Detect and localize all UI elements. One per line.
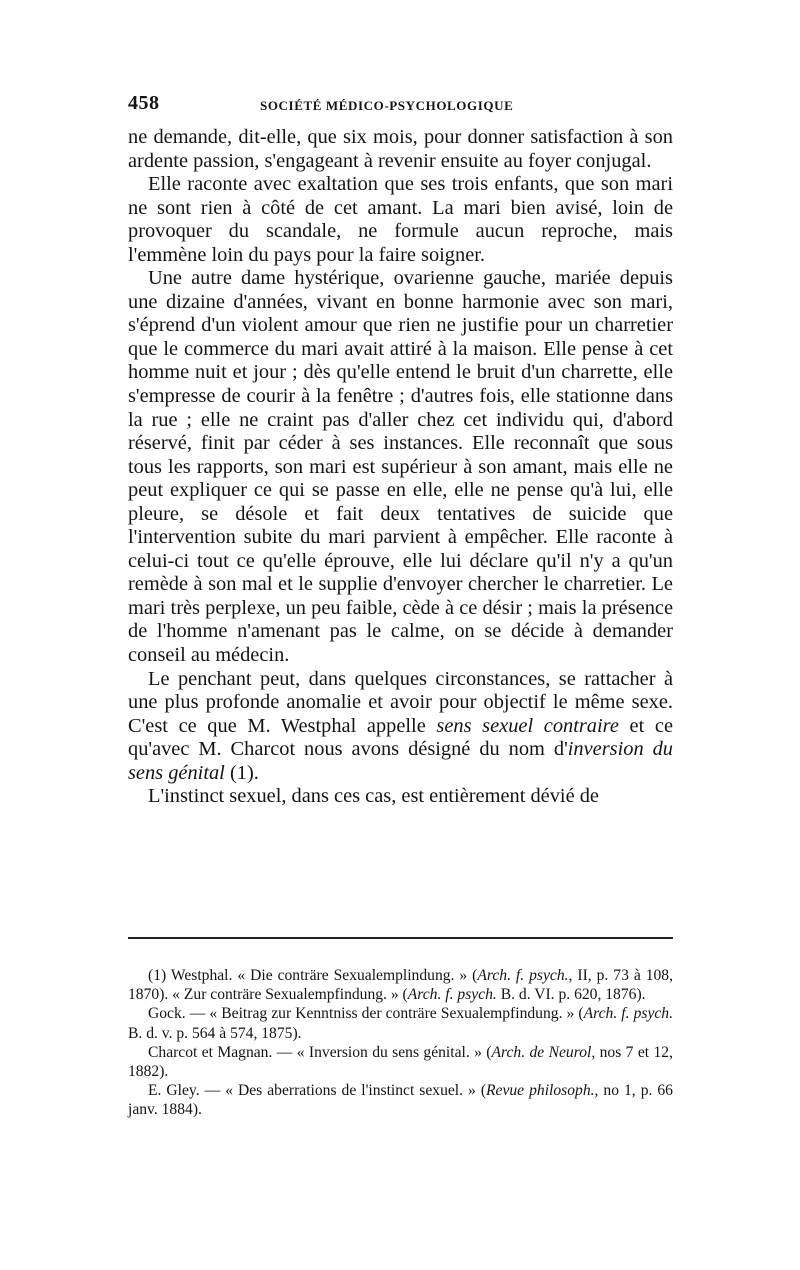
page-header (128, 92, 673, 116)
footnote-text: , II, p. 73 à 108, 1870). « Zur conträre Sexualempfindung. » ( (128, 967, 673, 1004)
footnote-journal: Arch. f. psych. (477, 967, 569, 984)
footnote (128, 1004, 673, 1042)
main-text (128, 126, 673, 809)
footnote-text: Charcot et Magnan. — « Inversion du sens génital. » ( (148, 1043, 492, 1061)
paragraph: Elle raconte avec exaltation que ses trois enfants, que son mari ne sont rien à côté de cet amant. La mari bien avisé, loin de provoquer du scandale, ne formule aucun reproche, mais l'emmène loin du pays pour la faire soigner. (128, 173, 673, 266)
italic-term: sens sexuel contraire (436, 714, 619, 737)
text-run: et ce qu'avec M. Charcot nous avons désigné du nom d' (128, 714, 674, 761)
footnote (128, 966, 673, 1004)
paragraph (128, 668, 673, 786)
footnote-journal: Revue philosoph. (486, 1082, 595, 1100)
running-title: SOCIÉTÉ MÉDICO-PSYCHOLOGIQUE (260, 98, 514, 113)
paragraph: L'instinct sexuel, dans ces cas, est entièrement dévié de (148, 785, 599, 808)
footnotes (128, 966, 673, 1120)
footnote-reference: (1). (224, 761, 259, 784)
footnote (128, 1043, 673, 1081)
footnote-number: (1) (148, 967, 167, 984)
footnote (128, 1081, 673, 1119)
footnote-text: Westphal. « Die conträre Sexualemplindung. » ( (166, 967, 478, 984)
italic-term: inversion du sens génital (128, 738, 673, 784)
footnote-text: nos 7 et 12, 1882). (128, 1043, 673, 1081)
paragraph: Une autre dame hystérique, ovarienne gauche, mariée depuis une dizaine d'années, vivant en bonne harmonie avec son mari, s'éprend d'un violent amour que rien ne justifie pour un charretier que le commerce du mari avait attiré à la maison. Elle pense à cet homme nuit et jour ; dès qu'elle entend le bruit d'un charrette, elle s'empresse de courir à la fenêtre ; d'autres fois, elle stationne dans la rue ; elle ne craint pas d'aller chez cet individu qui, d'abord réservé, finit par céder à ses instances. Elle reconnaît que sous tous les rapports, son mari est supérieur à son amant, mais elle ne peut expliquer ce qui se passe en elle, elle ne pense qu'à lui, elle pleure, se désole et fait deux tentatives de suicide que l'intervention subite du mari parvient à empêcher. Elle raconte à celui-ci tout ce qu'elle éprouve, elle lui déclare qu'il n'y a qu'un remède à son mal et le supplie d'envoyer chercher le charretier. Le mari très perplexe, un peu faible, cède à ce désir ; mais la présence de l'homme n'amenant pas le calme, on se décide à demander conseil au médecin. (128, 267, 673, 667)
footnote-journal: Arch. f. psych. (407, 986, 497, 1004)
footnote-text: , no 1, p. 66 janv. 1884). (128, 1082, 673, 1119)
footnote-journal: Arch. f. psych. (583, 1005, 673, 1023)
footnote-journal: Arch. de Neurol, (491, 1043, 596, 1061)
footnote-text: Gock. — « Beitrag zur Kenntniss der conträre Sexualempfindung. » ( (148, 1005, 584, 1023)
footnote-text: B. d. v. p. 564 à 574, 1875). (128, 1024, 302, 1042)
footnote-text: B. d. VI. p. 620, 1876). (496, 986, 646, 1004)
footnote-text: E. Gley. — « Des aberrations de l'instinct sexuel. » ( (148, 1082, 487, 1100)
paragraph-continuation: ne demande, dit-elle, que six mois, pour donner satisfaction à son ardente passion, s'engageant à revenir ensuite au foyer conjugal. (128, 126, 673, 172)
text-run: Le penchant peut, dans quelques circonstances, se rattacher à une plus profonde anomalie et avoir pour objectif le même sexe. C'est ce que M. Westphal appelle (128, 667, 673, 737)
footnote-rule (128, 937, 673, 939)
page-number: 458 (128, 92, 160, 114)
